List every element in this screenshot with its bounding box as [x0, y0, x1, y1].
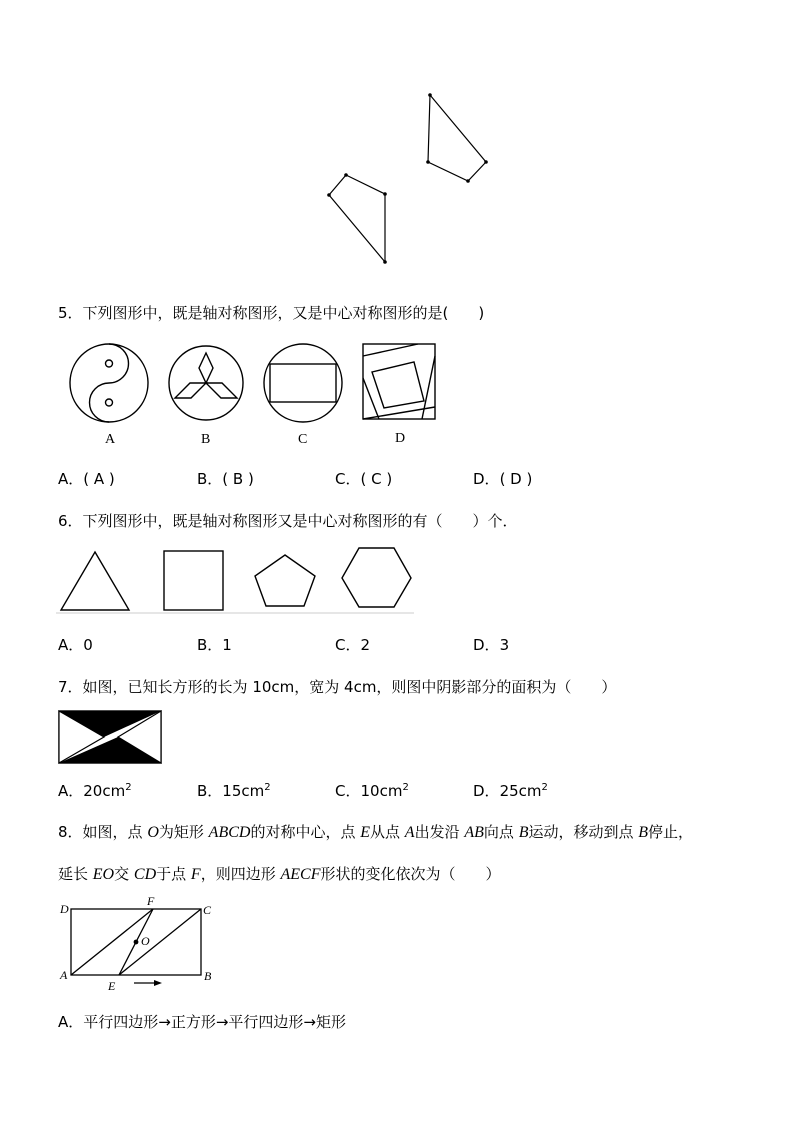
q7-number: 7． — [58, 678, 83, 696]
q8-var-e: E — [360, 824, 371, 841]
q6-option-b[interactable] — [197, 634, 232, 655]
q8-label-f: F — [147, 894, 155, 908]
q5-option-a-letter: A． — [58, 470, 84, 488]
q6-option-b-letter: B． — [197, 636, 223, 654]
q7-option-d-text: 25cm — [499, 782, 542, 800]
q7-stem-text: 如图，已知长方形的长为 10cm，宽为 4cm，则图中阴影部分的面积为（ ） — [82, 678, 617, 696]
q8-number: 8． — [58, 823, 83, 841]
q8-text: 延长 — [58, 865, 93, 883]
q5-option-d[interactable] — [473, 468, 532, 489]
q5-figures — [60, 338, 450, 450]
q6-option-b-text: 1 — [222, 636, 232, 654]
q5-option-b-text: ( B ) — [222, 470, 254, 488]
q7-option-a-sup: 2 — [125, 782, 132, 793]
q5-figure-c-rectangle-in-circle — [264, 344, 342, 422]
q7-option-d[interactable] — [473, 780, 548, 801]
q7-option-d-letter: D． — [473, 782, 500, 800]
q6-option-c-letter: C． — [335, 636, 361, 654]
q6-option-d-text: 3 — [499, 636, 510, 654]
q6-figures — [56, 544, 416, 616]
q8-text: 于点 — [156, 865, 191, 883]
q6-option-c[interactable] — [335, 634, 370, 655]
q7-option-c[interactable] — [335, 780, 409, 801]
q8-arrow-icon — [134, 980, 162, 986]
q5-stem-text: 下列图形中，既是轴对称图形，又是中心对称图形的是( ) — [82, 304, 485, 322]
q8-var-b: B — [518, 824, 529, 841]
q8-text: 形状的变化依次为（ ） — [320, 865, 501, 883]
q7-option-c-sup: 2 — [402, 782, 409, 793]
q7-option-c-text: 10cm — [360, 782, 403, 800]
q8-option-a-text: 平行四边形→正方形→平行四边形→矩形 — [83, 1013, 346, 1031]
q5-label-d: D — [395, 431, 406, 446]
q8-rectangle-figure — [56, 893, 226, 993]
q8-text: 从点 — [370, 823, 405, 841]
q8-label-e: E — [108, 979, 116, 993]
q8-option-a[interactable] — [58, 1011, 346, 1032]
q5-label-b: B — [201, 432, 211, 447]
q5-figure-d-nested-squares — [363, 344, 435, 419]
q8-var-cd: CD — [133, 866, 157, 883]
q8-text: 如图，点 — [82, 823, 148, 841]
q5-number: 5． — [58, 304, 83, 322]
q7-option-b-letter: B． — [197, 782, 223, 800]
q6-number: 6． — [58, 512, 83, 530]
q6-triangle — [61, 552, 129, 610]
q8-text: 为矩形 — [158, 823, 209, 841]
q5-option-a-text: ( A ) — [83, 470, 115, 488]
q7-option-c-letter: C． — [335, 782, 361, 800]
q6-option-a-text: 0 — [83, 636, 93, 654]
q5-option-b-letter: B． — [197, 470, 223, 488]
q6-stem — [58, 510, 518, 531]
q5-label-a: A — [105, 432, 116, 447]
q8-var-ab: AB — [464, 824, 484, 841]
q8-var-f: F — [190, 866, 201, 883]
q6-option-a-letter: A． — [58, 636, 84, 654]
q7-option-a-letter: A． — [58, 782, 84, 800]
q8-center-point-o — [134, 940, 139, 945]
q5-option-c-letter: C． — [335, 470, 361, 488]
q5-stem — [58, 302, 484, 323]
q6-option-d-letter: D． — [473, 636, 500, 654]
q8-label-o: O — [141, 934, 150, 948]
q8-text: 的对称中心，点 — [250, 823, 361, 841]
q5-option-c-text: ( C ) — [360, 470, 393, 488]
q8-var-abcd: ABCD — [208, 824, 251, 841]
q8-text: 交 — [114, 865, 134, 883]
q8-label-d: D — [60, 902, 69, 916]
q6-hexagon — [342, 548, 411, 607]
q8-text: 运动，移动到点 — [528, 823, 639, 841]
q7-option-a-text: 20cm — [83, 782, 126, 800]
q5-label-c: C — [298, 432, 308, 447]
q7-option-b[interactable] — [197, 780, 271, 801]
q7-option-b-sup: 2 — [264, 782, 271, 793]
q8-var-eo: EO — [92, 866, 115, 883]
q8-var-b: B — [638, 824, 649, 841]
q8-text: ，则四边形 — [200, 865, 281, 883]
quadrilateral-lower — [329, 175, 385, 262]
q5-option-d-text: ( D ) — [499, 470, 533, 488]
q7-option-d-sup: 2 — [541, 782, 548, 793]
q6-option-d[interactable] — [473, 634, 509, 655]
q5-figure-a-yinyang — [70, 344, 148, 422]
q8-var-aecf: AECF — [280, 866, 321, 883]
q5-figure-b-rhombi — [169, 346, 243, 420]
q8-var-a: A — [404, 824, 415, 841]
q6-pentagon — [255, 555, 315, 606]
quadrilateral-upper — [428, 95, 486, 181]
q5-option-d-letter: D． — [473, 470, 500, 488]
q8-stem-line1 — [58, 821, 693, 842]
q8-text: 向点 — [483, 823, 519, 841]
q7-stem — [58, 676, 616, 697]
q7-option-a[interactable] — [58, 780, 132, 801]
q8-text: 出发沿 — [414, 823, 465, 841]
q8-option-a-letter: A． — [58, 1013, 84, 1031]
q5-option-a[interactable] — [58, 468, 115, 489]
q7-option-b-text: 15cm — [222, 782, 265, 800]
q5-option-b[interactable] — [197, 468, 254, 489]
q6-option-c-text: 2 — [360, 636, 371, 654]
q7-shaded-rectangle-figure — [58, 710, 162, 764]
q8-text: 停止， — [648, 823, 694, 841]
q4-quadrilaterals-figure — [320, 88, 500, 268]
q8-label-c: C — [203, 903, 212, 917]
q8-label-a: A — [60, 968, 68, 982]
q8-stem-line2 — [58, 863, 500, 884]
q6-option-a[interactable] — [58, 634, 93, 655]
q8-var-o: O — [147, 824, 159, 841]
q6-square — [164, 551, 223, 610]
q5-option-c[interactable] — [335, 468, 392, 489]
q6-stem-text: 下列图形中，既是轴对称图形又是中心对称图形的有（ ）个． — [82, 512, 518, 530]
q8-label-b: B — [204, 969, 212, 983]
